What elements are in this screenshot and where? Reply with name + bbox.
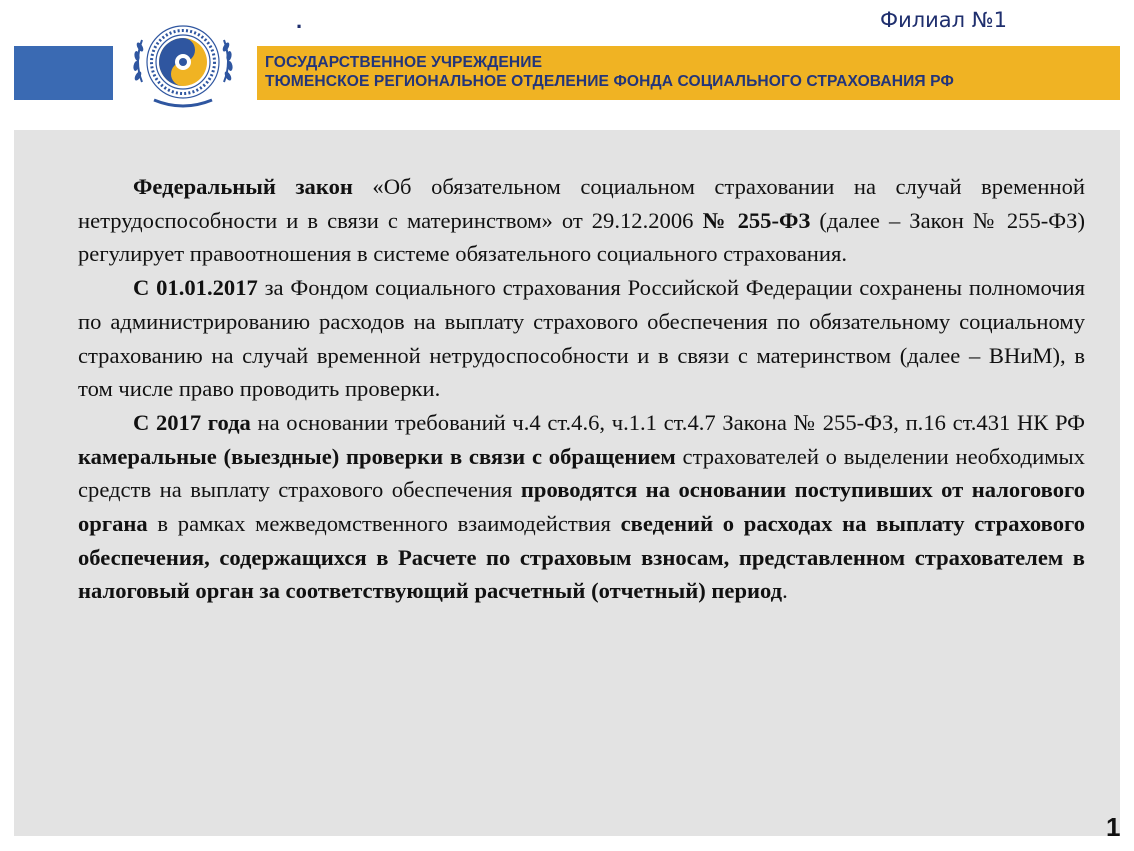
p3-year: С 2017 года — [133, 409, 251, 435]
document-text — [78, 170, 1085, 608]
paragraph-2 — [78, 271, 1085, 406]
branch-label: Филиал №1 — [880, 8, 1007, 32]
p3-bold-a: камеральные (выездные) проверки в связи с обращением — [78, 443, 676, 469]
p1-text-end: (далее – Закон № 255-ФЗ) регулирует правоотношения в системе обязательного социального страхования. — [78, 207, 1085, 267]
p1-law-title: Федеральный закон — [133, 174, 353, 199]
p3-bold-b: проводятся на основании поступивших от налогового органа — [78, 477, 1085, 537]
paragraph-3 — [78, 406, 1085, 608]
p1-text: «Об обязательном социальном страховании на случай временной нетрудоспособности и в связи с материнством» от 29.12.2006 — [78, 174, 1085, 233]
p3-text-b: страхователей о выделении необходимых средств на выплату страхового обеспечения — [78, 443, 1085, 503]
header-dot: . — [296, 8, 303, 33]
header-accent-block — [14, 46, 113, 100]
p1-law-number: № 255-ФЗ — [702, 207, 811, 233]
fss-logo-icon — [124, 12, 242, 116]
p3-text-c: в рамках межведомственного взаимодействия — [147, 511, 621, 537]
p2-date: С 01.01.2017 — [133, 275, 258, 301]
p3-bold-c: сведений о расходах на выплату страхового обеспечения, содержащихся в Расчете по страховым взносам, представленном страхователем в налоговый орган за соответствующий расчетный (отчетный) период — [78, 511, 1085, 604]
organization-line-2: ТЮМЕНСКОЕ РЕГИОНАЛЬНОЕ ОТДЕЛЕНИЕ ФОНДА СОЦИАЛЬНОГО СТРАХОВАНИЯ РФ — [265, 73, 954, 90]
organization-line-1: ГОСУДАРСТВЕННОЕ УЧРЕЖДЕНИЕ — [265, 54, 543, 71]
p2-text: за Фондом социального страхования Российской Федерации сохранены полномочия по администрированию расходов на выплату страхового обеспечения по обязательному социальному страхованию на случай временной нетрудоспособности и в связи с материнством (далее – ВНиМ), в том числе право проводить проверки. — [78, 275, 1085, 402]
content-panel — [14, 130, 1120, 836]
organization-banner — [257, 46, 1120, 100]
p3-text-a: на основании требований ч.4 ст.4.6, ч.1.1 ст.4.7 Закона № 255-ФЗ, п.16 ст.431 НК РФ — [250, 409, 1085, 435]
p3-text-end: . — [782, 578, 788, 604]
page-number: 1 — [1106, 812, 1121, 842]
paragraph-1 — [78, 170, 1085, 271]
